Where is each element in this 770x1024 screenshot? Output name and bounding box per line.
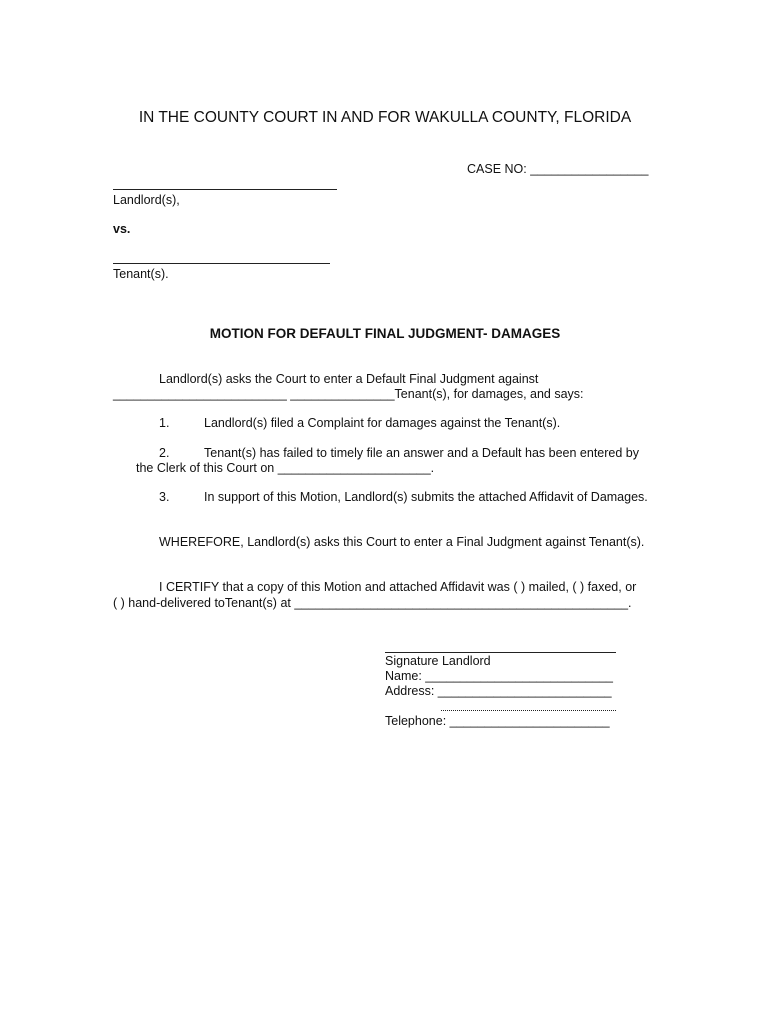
court-heading: IN THE COUNTY COURT IN AND FOR WAKULLA COUNTY, FLORIDA [138,109,632,126]
certify-line-2: ( ) hand-delivered toTenant(s) at ________________________________________________. [113,596,632,610]
item-2-number: 2. [159,446,170,460]
item-2-text-line-1: Tenant(s) has failed to timely file an answer and a Default has been entered by [204,446,639,460]
item-2-text-line-2: the Clerk of this Court on ______________________. [136,461,435,475]
item-1-number: 1. [159,416,170,430]
landlord-label: Landlord(s), [113,193,180,207]
landlord-name-line [113,189,337,190]
address-field: Address: _________________________ [385,684,612,698]
item-1-text: Landlord(s) filed a Complaint for damages against the Tenant(s). [204,416,561,430]
certify-line-1: I CERTIFY that a copy of this Motion and attached Affidavit was ( ) mailed, ( ) faxed, or [159,580,637,594]
signature-label: Signature Landlord [385,654,491,668]
signature-line [385,652,616,653]
telephone-field: Telephone: _______________________ [385,714,610,728]
name-field: Name: ___________________________ [385,669,613,683]
intro-line-1: Landlord(s) asks the Court to enter a Default Final Judgment against [159,372,539,386]
wherefore-paragraph: WHEREFORE, Landlord(s) asks this Court to enter a Final Judgment against Tenant(s). [159,535,645,549]
case-number-field: CASE NO: _________________ [467,162,649,176]
address-continuation-line [441,710,616,711]
item-3-text: In support of this Motion, Landlord(s) submits the attached Affidavit of Damages. [204,490,648,504]
intro-line-2: _________________________ _______________Tenant(s), for damages, and says: [113,387,584,401]
item-3-number: 3. [159,490,170,504]
tenant-label: Tenant(s). [113,267,169,281]
motion-title: MOTION FOR DEFAULT FINAL JUDGMENT- DAMAGES [209,326,561,341]
tenant-name-line [113,263,330,264]
vs-label: vs. [113,222,131,236]
